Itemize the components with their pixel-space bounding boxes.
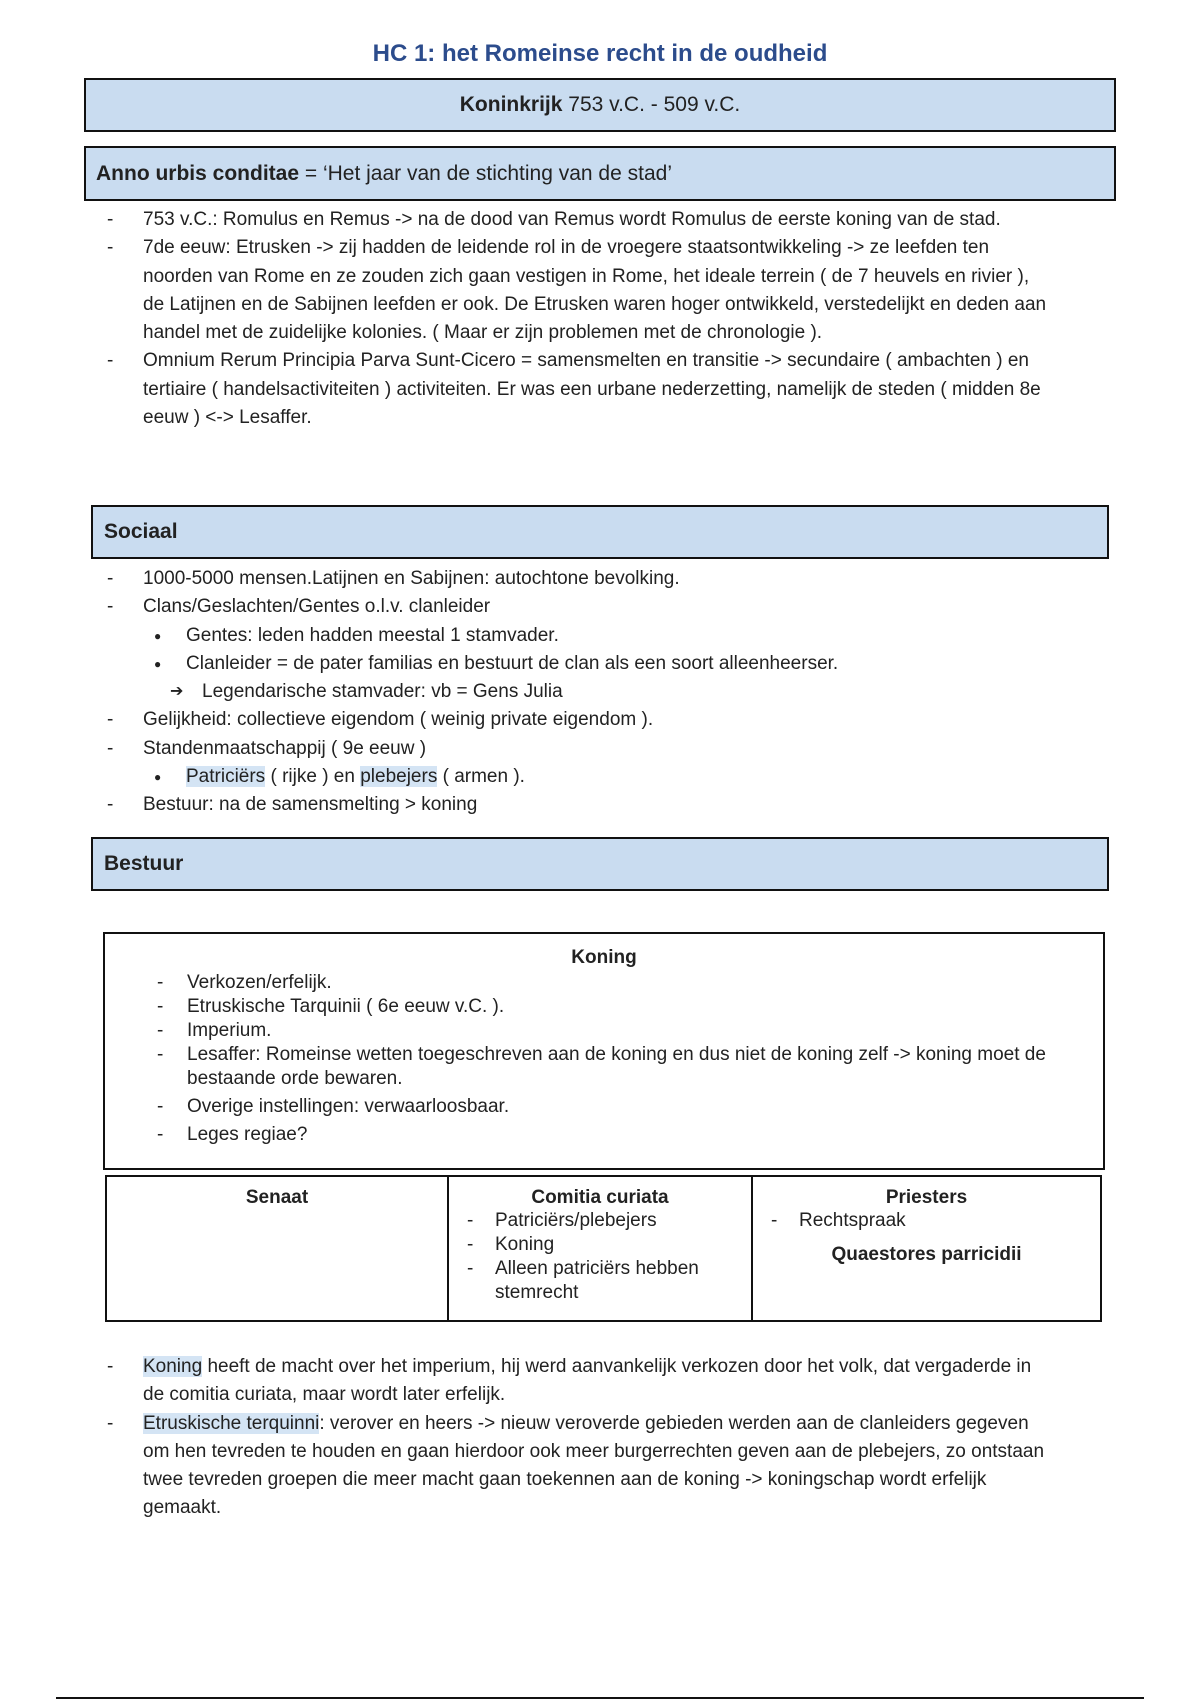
comitia-cell bbox=[448, 1176, 752, 1321]
highlight-patricians: Patriciërs bbox=[186, 766, 266, 788]
list-item: - Gelijkheid: collectieve eigendom ( weinig private eigendom ). bbox=[93, 706, 1053, 734]
priesters-list bbox=[763, 1209, 1090, 1233]
text: ( armen ). bbox=[437, 766, 525, 788]
priesters-title: Priesters bbox=[885, 1187, 968, 1208]
list-item: - 753 v.C.: Romulus en Remus -> na de dood van Remus wordt Romulus de eerste koning van de stad. bbox=[93, 206, 1053, 234]
comitia-title: Comitia curiata bbox=[531, 1187, 669, 1208]
list-item: ● Clanleider = de pater familias en bestuurt de clan als een soort alleenheerser. bbox=[93, 650, 1053, 678]
quaestores-title: Quaestores parricidii bbox=[831, 1244, 1022, 1265]
priesters-cell bbox=[752, 1176, 1101, 1321]
koning-box bbox=[103, 932, 1105, 1170]
list-item: - Standenmaatschappij ( 9e eeuw ) bbox=[93, 735, 1053, 763]
text: : verover en heers -> nieuw veroverde gebieden werden aan de clanleiders gegeven om hen tevreden te houden en gaan hierdoor ook meer burgerrechten geven aan de plebejers, zo ontstaan twee tevreden groepen die meer macht gaan toekennen aan de koning -> koningschap wordt erfelijk gemaakt. bbox=[143, 1412, 1045, 1519]
closing-list bbox=[93, 1353, 1053, 1523]
list-item-patricians bbox=[93, 763, 1053, 791]
list-item-koning bbox=[93, 1353, 1053, 1410]
kingdom-dates: 753 v.C. - 509 v.C. bbox=[562, 93, 741, 116]
highlight-plebeians: plebejers bbox=[360, 766, 438, 788]
list-item: - Etruskische Tarquinii ( 6e eeuw v.C. ). bbox=[145, 995, 1065, 1019]
text: heeft de macht over het imperium, hij werd aanvankelijk verkozen door het volk, dat vergaderde in de comitia curiata, maar wordt later erfelijk. bbox=[143, 1356, 1032, 1406]
list-item-etruscan bbox=[93, 1410, 1053, 1523]
list-item: - Clans/Geslachten/Gentes o.l.v. clanleider bbox=[93, 593, 1053, 621]
koning-list bbox=[145, 971, 1065, 1147]
auc-box bbox=[84, 146, 1116, 201]
list-item: - Rechtspraak bbox=[763, 1209, 1090, 1233]
list-item: - Lesaffer: Romeinse wetten toegeschreven aan de koning en dus niet de koning zelf -> koning moet de bestaande orde bewaren. bbox=[145, 1043, 1065, 1091]
footer-divider bbox=[56, 1697, 1144, 1699]
koning-title: Koning bbox=[571, 947, 637, 968]
senaat-cell bbox=[106, 1176, 448, 1321]
intro-list bbox=[93, 206, 1053, 432]
social-list bbox=[93, 565, 1053, 820]
list-item: - Koning bbox=[459, 1233, 741, 1257]
list-item: - Patriciërs/plebejers bbox=[459, 1209, 741, 1233]
list-item: - 1000-5000 mensen.Latijnen en Sabijnen: autochtone bevolking. bbox=[93, 565, 1053, 593]
highlight-etruscan: Etruskische terquinni bbox=[143, 1412, 320, 1434]
auc-definition: = ‘Het jaar van de stichting van de stad’ bbox=[299, 161, 672, 185]
list-item: - 7de eeuw: Etrusken -> zij hadden de leidende rol in de vroegere staatsontwikkeling -> ze leefden ten noorden van Rome en ze zouden zich gaan vestigen in Rome, het ideale terrein ( de 7 heuvels en rivier ), de Latijnen en de Sabijnen leefden er ook. De Etrusken waren hoger ontwikkeld, verstedelijkt en deden aan handel met de zuidelijke kolonies. ( Maar er zijn problemen met de chronologie ). bbox=[93, 234, 1053, 347]
list-item: - Omnium Rerum Principia Parva Sunt-Cicero = samensmelten en transitie -> secundaire ( ambachten ) en tertiaire ( handelsactiviteiten ) activiteiten. Er was een urbane nederzetting, namelijk de steden ( midden 8e eeuw ) <-> Lesaffer. bbox=[93, 347, 1053, 432]
section-heading-sociaal: Sociaal bbox=[91, 505, 1109, 559]
page-title: HC 1: het Romeinse recht in de oudheid bbox=[372, 40, 828, 67]
list-item: - Verkozen/erfelijk. bbox=[145, 971, 1065, 995]
institutions-table bbox=[105, 1175, 1102, 1322]
auc-term: Anno urbis conditae bbox=[96, 161, 300, 185]
kingdom-header-box bbox=[84, 78, 1116, 132]
list-item: - Alleen patriciërs hebben stemrecht bbox=[459, 1257, 741, 1305]
section-heading-bestuur: Bestuur bbox=[91, 837, 1109, 891]
list-item: - Leges regiae? bbox=[145, 1123, 1065, 1147]
list-item: - Bestuur: na de samensmelting > koning bbox=[93, 791, 1053, 819]
text: ( rijke ) en bbox=[265, 766, 361, 788]
senaat-title: Senaat bbox=[245, 1187, 309, 1208]
list-item: - Imperium. bbox=[145, 1019, 1065, 1043]
highlight-koning: Koning bbox=[143, 1356, 203, 1377]
list-item: ● Gentes: leden hadden meestal 1 stamvader. bbox=[93, 622, 1053, 650]
kingdom-label: Koninkrijk bbox=[459, 93, 563, 116]
list-item: - Overige instellingen: verwaarloosbaar. bbox=[145, 1095, 1065, 1119]
list-item: ➔ Legendarische stamvader: vb = Gens Julia bbox=[93, 678, 1053, 706]
comitia-list bbox=[459, 1209, 741, 1305]
